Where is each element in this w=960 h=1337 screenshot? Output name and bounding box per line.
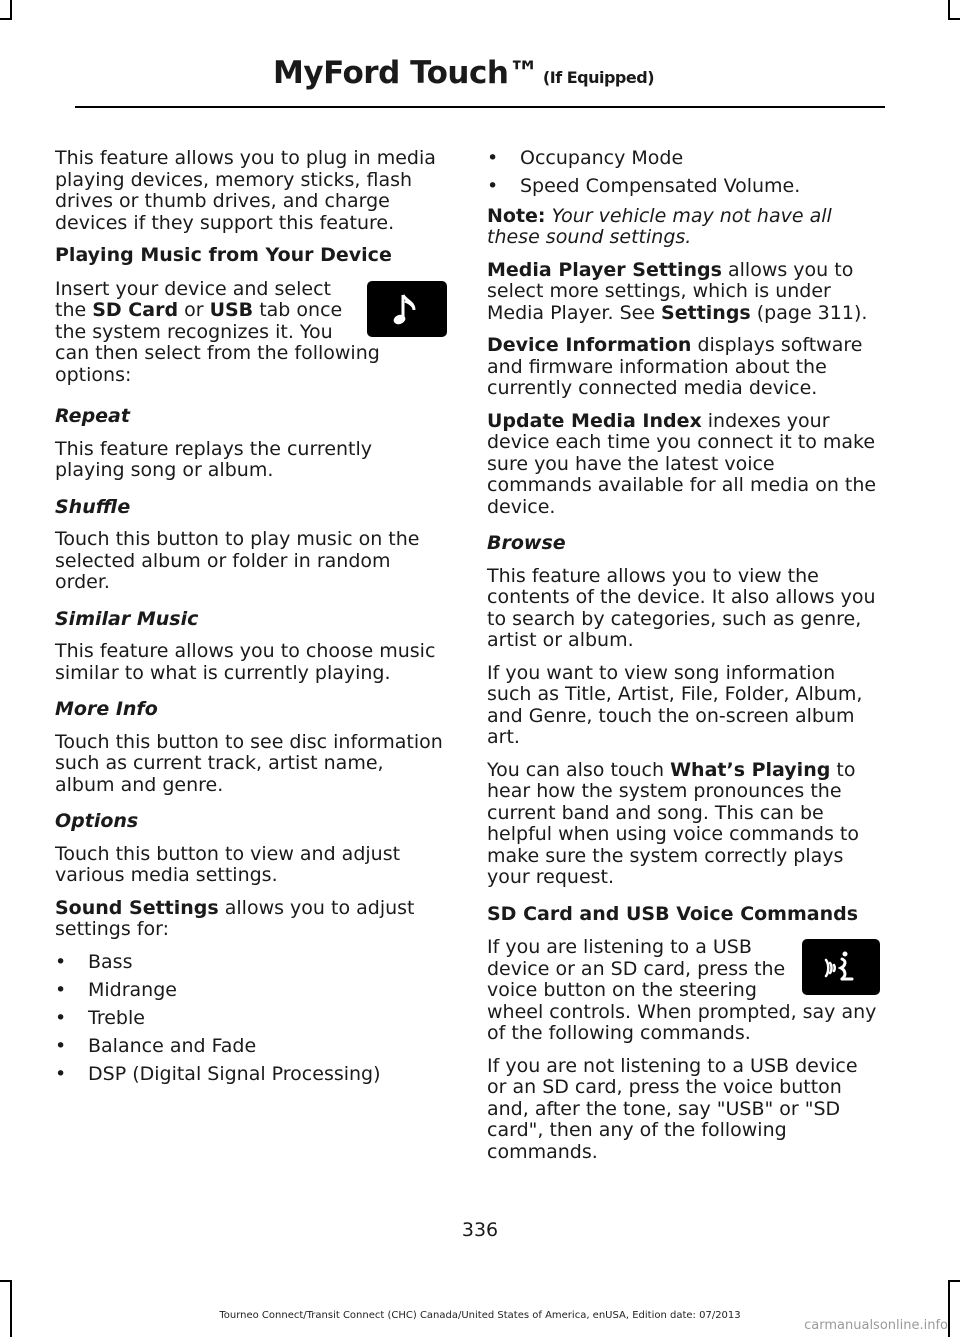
sound-settings-list: [55, 952, 447, 1086]
page-header: [273, 55, 654, 91]
repeat-heading: Repeat: [55, 405, 130, 427]
whats-playing-text-end: to hear how the system pronounces the current band and song. This can be helpful when using voice commands to make sure the system correctly plays your request.: [487, 758, 860, 888]
list-item: [55, 952, 447, 974]
more-info-heading: More Info: [55, 698, 158, 720]
crop-mark: [10, 0, 12, 20]
bullet: •: [55, 1062, 67, 1085]
sound-settings-text: allows you to adjust settings for:: [55, 896, 415, 940]
similar-music-text: This feature allows you to choose music similar to what is currently playing.: [55, 640, 436, 684]
not-listening-text: If you are not listening to a USB device or an SD card, press the voice button and, after the tone, say "USB" or "SD card", then any of the following commands.: [487, 1054, 858, 1163]
whats-playing-text-start: You can also touch: [487, 758, 671, 781]
list-item-label: Balance and Fade: [88, 1034, 257, 1057]
shuffle-heading: Shuffle: [55, 495, 131, 518]
repeat-text: This feature replays the currently playing song or album.: [55, 437, 373, 481]
left-column: [55, 148, 447, 1093]
sd-card-term: SD Card: [92, 299, 179, 321]
bullet: •: [55, 1006, 67, 1029]
page-reference: (page 311).: [750, 301, 868, 324]
crop-mark: [0, 1280, 12, 1282]
right-column: [487, 148, 880, 1174]
crop-mark: [948, 18, 960, 20]
whats-playing-term: What’s Playing: [670, 758, 831, 781]
media-player-settings-paragraph: [487, 260, 880, 325]
sound-settings-term: Sound Settings: [55, 896, 219, 919]
crop-mark: [948, 0, 950, 20]
more-info-text: Touch this button to see disc information such as current track, artist name, album and genre.: [55, 730, 443, 796]
browse-heading: Browse: [487, 532, 566, 554]
voice-commands-text: If you are listening to a USB device or an SD card, press the voice button on the steering wheel controls. When prompted, say any of the following commands.: [487, 936, 877, 1044]
bullet: •: [487, 175, 499, 197]
list-item-label: Treble: [88, 1006, 145, 1029]
intro-paragraph: This feature allows you to plug in media playing devices, memory sticks, flash drives or thumb drives, and charge devices if they support this feature.: [55, 147, 436, 234]
update-media-index-term: Update Media Index: [487, 409, 702, 432]
footer-edition-text: Tourneo Connect/Transit Connect (CHC) Canada/United States of America, enUSA, Edition date: 07/2013: [219, 1310, 741, 1321]
list-item: [487, 148, 880, 170]
media-player-settings-text: allows you to select more settings, which is under Media Player. See: [487, 258, 854, 324]
settings-cross-reference[interactable]: Settings: [661, 301, 751, 324]
page-number: 336: [461, 1219, 499, 1241]
media-player-settings-term: Media Player Settings: [487, 258, 722, 281]
sound-settings-paragraph: [55, 898, 447, 941]
crop-mark: [10, 1280, 12, 1337]
list-item-label: DSP (Digital Signal Processing): [88, 1062, 381, 1085]
browse-text: This feature allows you to view the contents of the device. It also allows you to search by categories, such as genre, artist or album.: [487, 564, 876, 651]
bullet: •: [55, 978, 67, 1001]
note-paragraph: [487, 206, 880, 249]
list-item-label: Speed Compensated Volume.: [520, 175, 801, 197]
list-item: [55, 980, 447, 1002]
bullet: •: [55, 1034, 67, 1057]
music-note-icon: [367, 281, 447, 337]
note-text: Your vehicle may not have all these sound settings.: [487, 204, 832, 248]
update-media-index-text: indexes your device each time you connect it to make sure you have the latest voice commands available for all media on the device.: [487, 409, 877, 518]
crop-mark: [948, 1280, 960, 1282]
sound-settings-list-continued: [487, 148, 880, 198]
song-info-text: If you want to view song information such as Title, Artist, File, Folder, Album, and Genre, touch the on-screen album art.: [487, 661, 863, 748]
device-information-term: Device Information: [487, 334, 692, 356]
usb-term: USB: [209, 299, 254, 321]
insert-text-end: tab once the system recognizes it. You can then select from the following options:: [55, 299, 380, 386]
bullet: •: [487, 147, 499, 169]
crop-mark: [948, 1280, 950, 1337]
update-media-index-paragraph: [487, 411, 880, 519]
whats-playing-paragraph: [487, 760, 880, 889]
bullet: •: [55, 950, 67, 973]
playing-music-heading: Playing Music from Your Device: [55, 244, 392, 266]
device-information-paragraph: [487, 335, 880, 400]
list-item: [55, 1008, 447, 1030]
list-item-label: Bass: [88, 950, 133, 973]
note-label: Note:: [487, 204, 546, 227]
voice-commands-heading: SD Card and USB Voice Commands: [487, 902, 859, 925]
shuffle-text: Touch this button to play music on the selected album or folder in random order.: [55, 528, 420, 593]
list-item: [55, 1064, 447, 1086]
list-item: [55, 1036, 447, 1058]
header-rule: [75, 106, 885, 108]
header-title: MyFord Touch™: [273, 55, 539, 91]
device-information-text: displays software and firmware information about the currently connected media device.: [487, 334, 863, 399]
insert-text-start: Insert your device and select the: [55, 277, 331, 321]
crop-mark: [0, 18, 12, 20]
header-subtitle: (If Equipped): [542, 68, 654, 87]
watermark: carmanualsonline.info: [804, 1318, 948, 1333]
options-heading: Options: [55, 810, 139, 832]
similar-music-heading: Similar Music: [55, 607, 199, 630]
or-text: or: [178, 299, 210, 321]
list-item: [487, 176, 880, 198]
list-item-label: Occupancy Mode: [520, 147, 684, 169]
voice-command-icon: [802, 939, 880, 995]
list-item-label: Midrange: [88, 978, 177, 1001]
options-text: Touch this button to view and adjust various media settings.: [55, 842, 401, 886]
